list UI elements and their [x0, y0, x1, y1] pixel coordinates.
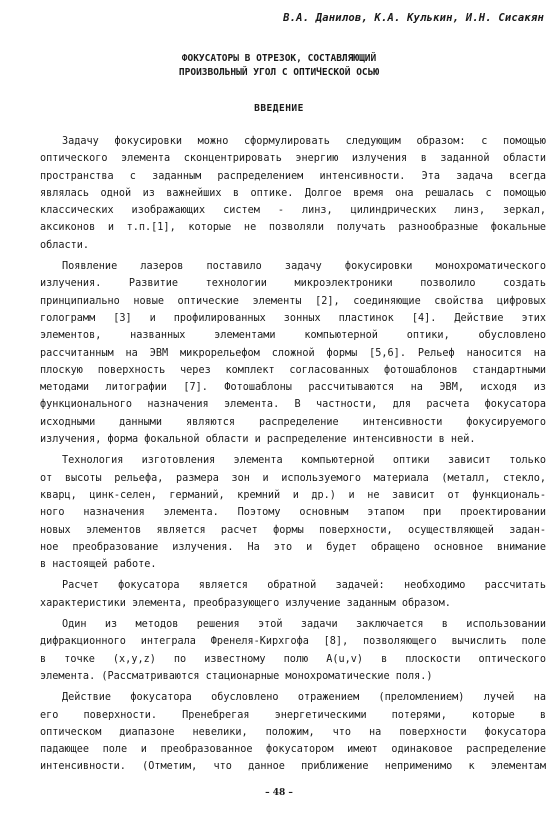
text-line: новых элементов является расчет формы поверхности, осуществляющей задан-: [40, 524, 546, 536]
page-number: – 48 –: [265, 788, 293, 798]
text-line: ного назначения элемента. Поэтому основным этапом при проектировании: [40, 507, 546, 519]
text-line: Задачу фокусировки можно сформулировать следующим образом: с помощью: [62, 136, 546, 147]
paragraph: [40, 258, 546, 448]
body-text: [40, 133, 546, 780]
text-line: дифракционного интеграла Френеля-Кирхгофа [8], позволяющего вычислить поле: [40, 636, 546, 648]
text-line: голограмм [3] и профилированных зонных пластинок [4]. Действие этих: [40, 312, 546, 324]
text-line: рассчитанным на ЭВМ микрорельефом сложной формы [5,6]. Рельеф наносится на: [40, 347, 546, 359]
text-line: в настоящей работе.: [40, 559, 157, 571]
paragraph: [40, 616, 546, 685]
text-line: оптическом диапазоне невелики, положим, что на поверхности фокусатора: [40, 726, 546, 738]
text-line: Технология изготовления элемента компьютерной оптики зависит только: [62, 455, 546, 467]
text-line: Расчет фокусатора является обратной задачей: необходимо рассчитать: [62, 580, 546, 592]
paragraph: [40, 133, 546, 254]
text-line: классических изображающих систем - линз, цилиндрических линз, зеркал,: [40, 205, 546, 217]
text-line: методами литографии [7]. Фотошаблоны рассчитываются на ЭВМ, исходя из: [40, 382, 546, 394]
text-line: функционального назначения элемента. В частности, для расчета фокусатора: [40, 399, 546, 411]
text-line: характеристики элемента, преобразующего излучение заданным образом.: [40, 597, 451, 609]
paragraph: [40, 577, 546, 612]
text-line: излучения. Развитие технологии микроэлектроники позволило создать: [40, 278, 546, 290]
text-line: аксиконов и т.п.[1], которые не позволяли получать разнообразные фокальные: [40, 222, 546, 234]
text-line: его поверхности. Пренебрегая энергетическими потерями, которые в: [40, 709, 546, 721]
text-line: области.: [40, 239, 90, 251]
text-line: Один из методов решения этой задачи заключается в использовании: [62, 619, 546, 631]
text-line: интенсивности. (Отметим, что данное приближение неприменимо к элементам: [40, 761, 546, 773]
text-line: плоскую поверхность через комплект согласованных фотошаблонов стандартными: [40, 364, 546, 376]
paragraph: [40, 452, 546, 573]
title-line-2: ПРОИЗВОЛЬНЫЙ УГОЛ С ОПТИЧЕСКОЙ ОСЬЮ: [178, 67, 380, 78]
title-line-1: ФОКУСАТОРЫ В ОТРЕЗОК, СОСТАВЛЯЮЩИЙ: [181, 53, 377, 64]
text-line: в точке (x,y,z) по известному полю A(u,v) в плоскости оптического: [40, 653, 546, 665]
article-title: [0, 52, 558, 80]
text-line: от высоты рельефа, размера зон и используемого материала (металл, стекло,: [40, 472, 546, 484]
text-line: являлась одной из важнейших в оптике. Долгое время она решалась с помощью: [40, 187, 546, 199]
text-line: кварц, цинк-селен, германий, кремний и др.) и не зависит от функциональ-: [40, 489, 546, 501]
text-line: элемента. (Рассматриваются стационарные монохроматические поля.): [40, 670, 433, 682]
text-line: излучения, форма фокальной области и распределение интенсивности в ней.: [40, 434, 476, 446]
text-line: принципиально новые оптические элементы [2], соединяющие свойства цифровых: [40, 295, 546, 307]
text-line: пространства с заданным распределением интенсивности. Эта задача всегда: [40, 170, 546, 182]
text-line: исходными данными являются распределение интенсивности фокусируемого: [40, 416, 546, 428]
text-line: падающее поле и преобразованное фокусатором имеют одинаковое распределение: [40, 744, 546, 756]
paragraph: [40, 689, 546, 775]
text-line: элементов, названных элементами компьютерной оптики, обусловлено: [40, 330, 546, 342]
text-line: ное преобразование излучения. На это и будет обращено основное внимание: [40, 541, 546, 553]
authors-line: В.А. Данилов, К.А. Кулькин, И.Н. Сисакян: [283, 12, 544, 24]
section-heading: ВВЕДЕНИЕ: [254, 103, 304, 114]
text-line: оптического элемента сконцентрировать энергию излучения в заданной области: [40, 153, 546, 165]
text-line: Появление лазеров поставило задачу фокусировки монохроматического: [62, 261, 546, 273]
text-line: Действие фокусатора обусловлено отражением (преломлением) лучей на: [62, 692, 546, 704]
